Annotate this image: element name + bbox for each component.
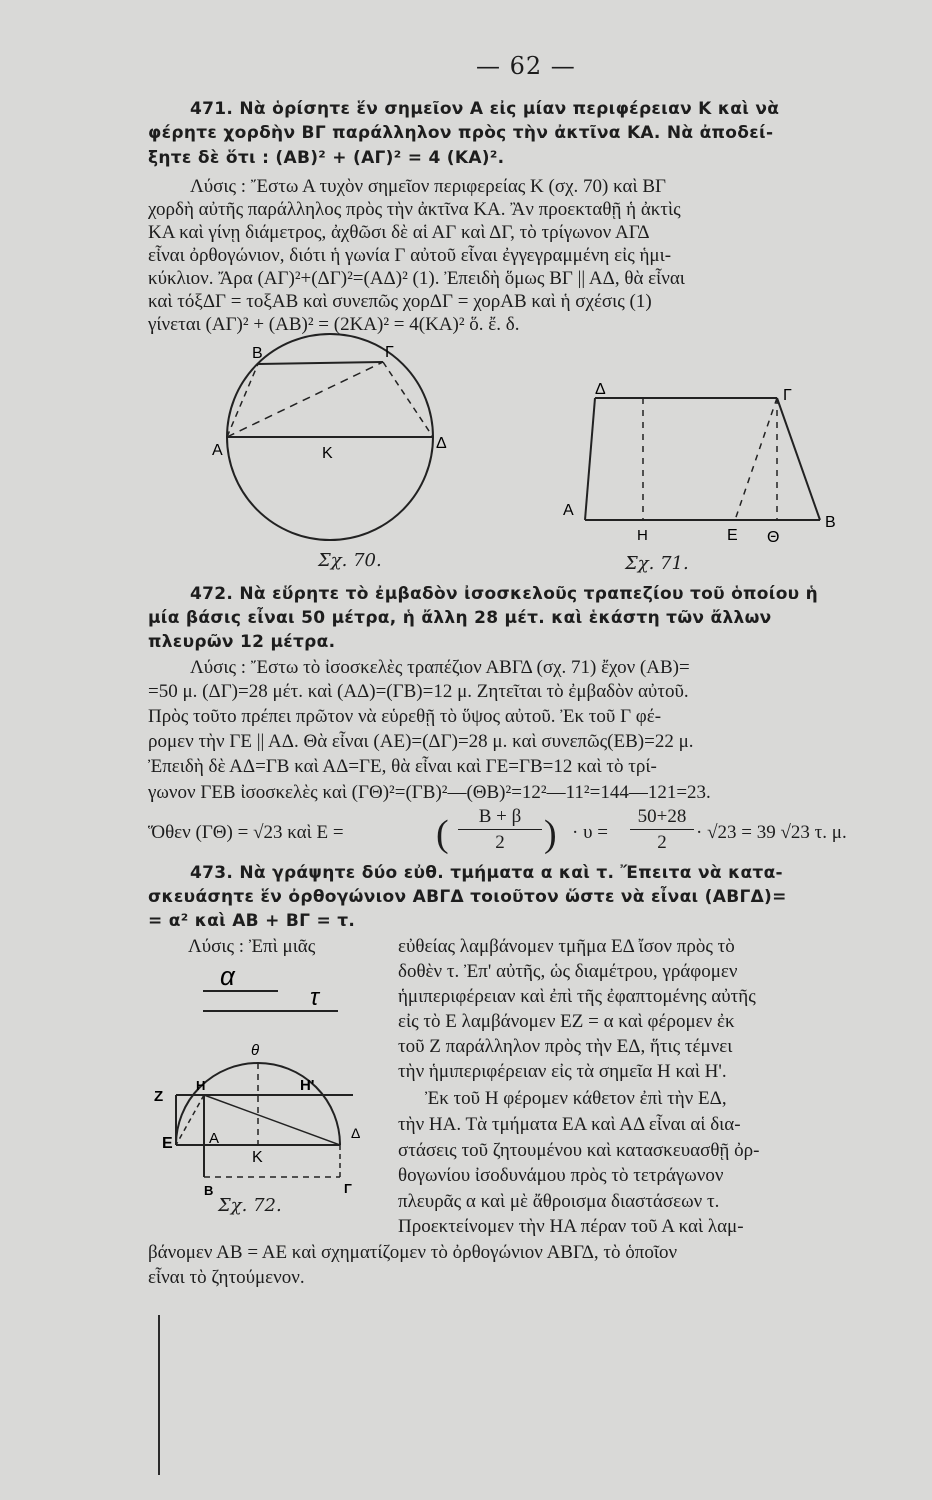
solution-471-line-1: Λύσις : Ἔστω Α τυχὸν σημεῖον περιφερείας Κ (σχ. 70) καὶ ΒΓ <box>190 176 666 197</box>
figure-71-caption: Σχ. 71. <box>625 553 689 574</box>
fig71-label-b: Β <box>825 514 836 531</box>
solution-472-line-6: γωνον ΓΕΒ ἰσοσκελὲς καὶ (ΓΘ)²=(ΓΒ)²—(ΘΒ)²=12²—11²=144—121=23. <box>148 782 711 803</box>
fig70-label-k: Κ <box>322 445 333 462</box>
solution-473-line-1-left: Λύσις : Ἐπὶ μιᾶς <box>188 936 316 957</box>
solution-473-line-12: Προεκτείνομεν τὴν ΗΑ πέραν τοῦ Α καὶ λαμ- <box>398 1216 744 1237</box>
solution-473-line-8: τὴν ΗΑ. Τὰ τμήματα ΕΑ καὶ ΑΔ εἶναι αἱ δια- <box>398 1114 741 1135</box>
fig72-label-h: Η <box>196 1078 206 1093</box>
figure-72-caption: Σχ. 72. <box>218 1195 282 1216</box>
problem-473-line-3: = α² καὶ ΑΒ + ΒΓ = τ. <box>148 911 356 931</box>
fig72-label-e: Ε <box>162 1135 173 1152</box>
solution-473-line-14: εἶναι τὸ ζητούμενον. <box>148 1267 305 1288</box>
formula-denominator: 2 <box>495 832 505 853</box>
fig72-label-tau: τ <box>310 984 319 1011</box>
solution-473-line-11: πλευρᾶς α καὶ μὲ ἄθροισμα διαστάσεων τ. <box>398 1191 720 1212</box>
problem-471-line-1: 471. Νὰ ὁρίσητε ἕν σημεῖον Α εἰς μίαν περιφέρειαν Κ καὶ νὰ <box>190 99 780 119</box>
figure-72 <box>148 955 388 1198</box>
solution-471-line-4: εἶναι ὀρθογώνιον, διότι ἡ γωνία Γ αὐτοῦ εἶναι ἐγγεγραμμένη εἰς ἡμι- <box>148 245 672 266</box>
formula-fraction-bar <box>458 829 542 830</box>
figure-70 <box>210 340 460 560</box>
solution-471-line-2: χορδὴ αὐτῆς παράλληλος πρὸς τὴν ἀκτῖνα ΚΑ. Ἂν προεκταθῇ ἡ ἀκτὶς <box>148 199 681 220</box>
formula-denominator-2: 2 <box>657 832 667 853</box>
solution-473-line-7: Ἐκ τοῦ Η φέρομεν κάθετον ἐπὶ τὴν ΕΔ, <box>425 1088 727 1109</box>
formula-fraction-bar-2 <box>630 829 694 830</box>
solution-473-line-4: εἰς τὸ Ε λαμβάνομεν ΕΖ = α καὶ φέρομεν ἐκ <box>398 1011 735 1032</box>
segment-hd <box>204 1095 340 1145</box>
figure-71 <box>555 380 855 550</box>
solution-473-line-9: στάσεις τοῦ ζητουμένου καὶ κατασκευασθῇ ὀρ- <box>398 1140 760 1161</box>
fig70-label-a: Α <box>212 442 223 459</box>
fig72-label-theta: θ <box>251 1042 260 1059</box>
fig70-label-g: Γ <box>385 344 394 361</box>
solution-472-line-5: Ἐπειδὴ δὲ ΑΔ=ΓΒ καὶ ΑΔ=ΓΕ, θὰ εἶναι καὶ ΓΕ=ΓΒ=12 καὶ τὸ τρί- <box>148 756 657 777</box>
problem-472-line-3: πλευρῶν 12 μέτρα. <box>148 632 336 652</box>
formula-end: · √23 = 39 √23 τ. μ. <box>696 822 847 843</box>
solution-472-line-3: Πρὸς τοῦτο πρέπει πρῶτον νὰ εὑρεθῇ τὸ ὕψος αὐτοῦ. Ἐκ τοῦ Γ φέ- <box>148 706 662 727</box>
formula-right-paren: ) <box>544 813 557 855</box>
problem-473-line-2: σκευάσητε ἕν ὀρθογώνιον ΑΒΓΔ τοιοῦτον ὥστε νὰ εἶναι (ΑΒΓΔ)= <box>148 887 787 907</box>
solution-471-line-7: γίνεται (ΑΓ)² + (ΑΒ)² = (2ΚΑ)² = 4(ΚΑ)² ὅ. ἔ. δ. <box>148 314 520 335</box>
fig71-label-g: Γ <box>783 387 792 404</box>
segment-ge <box>735 398 777 520</box>
solution-472-line-4: ρομεν τὴν ΓΕ || ΑΔ. Θὰ εἶναι (ΑΕ)=(ΔΓ)=28 μ. καὶ συνεπῶς(ΕΒ)=22 μ. <box>148 731 694 752</box>
problem-471-line-3: ξητε δὲ ὅτι : (ΑΒ)² + (ΑΓ)² = 4 (ΚΑ)². <box>148 148 505 168</box>
problem-471-line-2: φέρητε χορδὴν ΒΓ παράλληλον πρὸς τὴν ἀκτῖνα ΚΑ. Νὰ ἀποδεί- <box>148 123 774 143</box>
figure-70-caption: Σχ. 70. <box>318 550 382 571</box>
solution-471-line-5: κύκλιον. Ἄρα (ΑΓ)²+(ΔΓ)²=(ΑΔ)² (1). Ἐπειδὴ ὅμως ΒΓ || ΑΔ, θὰ εἶναι <box>148 268 685 289</box>
fig72-label-b: Β <box>204 1183 214 1198</box>
fig72-label-alpha: α <box>220 961 235 991</box>
formula-numerator: Β + β <box>478 806 522 827</box>
margin-line <box>158 1315 160 1475</box>
formula-mid: · υ = <box>572 822 608 843</box>
fig72-label-a: Α <box>209 1130 220 1147</box>
fig72-label-g: Γ <box>344 1181 352 1196</box>
solution-471-line-3: ΚΑ καὶ γίνῃ διάμετρος, ἀχθῶσι δὲ αἱ ΑΓ καὶ ΔΓ, τὸ τρίγωνον ΑΓΔ <box>148 222 650 243</box>
fig70-label-d: Δ <box>436 435 447 452</box>
formula-numerator-2: 50+28 <box>637 806 687 827</box>
problem-472-line-2: μία βάσις εἶναι 50 μέτρα, ἡ ἄλλη 28 μέτ. καὶ ἑκάστη τῶν ἄλλων <box>148 608 772 628</box>
fig71-label-a: Α <box>563 502 574 519</box>
fig71-label-h: Η <box>637 527 648 544</box>
solution-472-line-1: Λύσις : Ἔστω τὸ ἰσοσκελὲς τραπέζιον ΑΒΓΔ (σχ. 71) ἔχον (ΑΒ)= <box>190 657 690 678</box>
fig72-label-h-prime: Η' <box>300 1077 315 1094</box>
solution-473-line-3: ἡμιπεριφέρειαν καὶ ἐπὶ τῆς ἐφαπτομένης αὐτῆς <box>398 986 756 1007</box>
fig71-label-e: Ε <box>727 527 738 544</box>
formula-start: Ὅθεν (ΓΘ) = √23 καὶ Ε = <box>148 822 344 843</box>
solution-473-line-2: δοθὲν τ. Ἐπ' αὐτῆς, ὡς διαμέτρου, γράφομεν <box>398 961 738 982</box>
page-number: — 62 — <box>476 52 576 80</box>
segment-ag <box>227 362 383 437</box>
problem-472-line-1: 472. Νὰ εὕρητε τὸ ἐμβαδὸν ἰσοσκελοῦς τραπεζίου τοῦ ὁποίου ἡ <box>190 584 819 604</box>
area-formula <box>148 806 908 860</box>
solution-473-line-5: τοῦ Ζ παράλληλον πρὸς τὴν ΕΔ, ἥτις τέμνει <box>398 1036 733 1057</box>
solution-471-line-6: καὶ τόξΔΓ = τοξΑΒ καὶ συνεπῶς χορΔΓ = χορΑΒ καὶ ἡ σχέσις (1) <box>148 291 652 312</box>
solution-473-line-1-right: εὐθείας λαμβάνομεν τμῆμα ΕΔ ἴσον πρὸς τὸ <box>398 936 735 957</box>
fig72-label-d: Δ <box>351 1125 361 1141</box>
problem-473-line-1: 473. Νὰ γράψητε δύο εὐθ. τμήματα α καὶ τ. Ἔπειτα νὰ κατα- <box>190 863 783 883</box>
fig70-label-b: Β <box>252 345 263 362</box>
solution-472-line-2: =50 μ. (ΔΓ)=28 μέτ. καὶ (ΑΔ)=(ΓΒ)=12 μ. Ζητεῖται τὸ ἐμβαδὸν αὐτοῦ. <box>148 681 689 702</box>
solution-473-line-6: τὴν ἡμιπεριφέρειαν εἰς τὰ σημεῖα Η καὶ Η'. <box>398 1061 727 1082</box>
solution-473-line-13: βάνομεν ΑΒ = ΑΕ καὶ σχηματίζομεν τὸ ὀρθογώνιον ΑΒΓΔ, τὸ ὁποῖον <box>148 1242 678 1263</box>
formula-left-paren: ( <box>436 813 449 855</box>
solution-473-line-10: θογωνίου ἰσοδυνάμου πρὸς τὸ τετράγωνον <box>398 1165 724 1186</box>
chord-bg <box>258 362 383 364</box>
side-ad <box>585 398 595 520</box>
segment-ab <box>227 364 258 437</box>
fig71-label-d: Δ <box>595 381 606 398</box>
fig72-label-z: Ζ <box>154 1088 164 1105</box>
fig72-label-k: Κ <box>252 1149 263 1166</box>
side-gb <box>777 398 820 520</box>
fig71-label-th: Θ <box>767 529 780 546</box>
